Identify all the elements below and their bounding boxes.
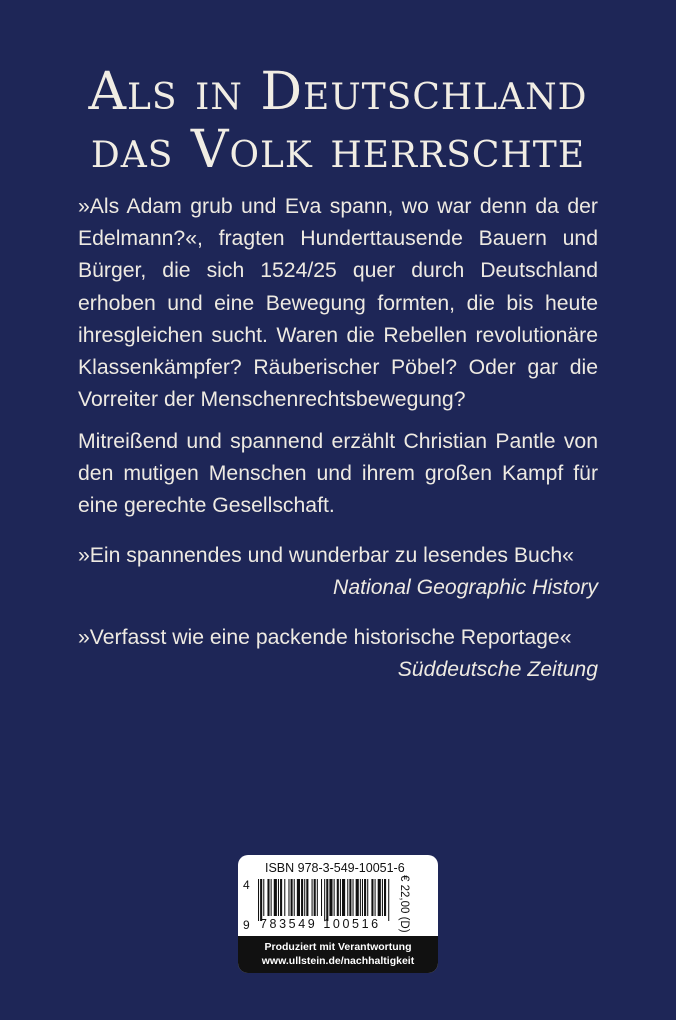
sustainability-bar [238, 936, 438, 973]
barcode-bar [334, 879, 335, 916]
barcode-bar [260, 879, 262, 921]
title-line-1: Als in Deutschland [88, 62, 588, 122]
barcode-bar [388, 879, 389, 921]
barcode-bar [297, 879, 300, 916]
barcode-bar [284, 879, 285, 916]
barcode-bar [321, 879, 322, 916]
barcode-bar [317, 879, 318, 916]
barcode-bar [278, 879, 279, 916]
review-quote-source: National Geographic History [333, 576, 598, 599]
barcode-lead-digit-bottom: 9 [243, 918, 250, 932]
barcode-bar [314, 879, 316, 916]
barcode-lead-digit-top: 4 [243, 878, 250, 892]
barcode-bar [306, 879, 308, 916]
barcode-bar [360, 879, 361, 916]
barcode-bar [301, 879, 303, 916]
barcode-bar [364, 879, 366, 916]
price-label: € 22,00 (D) [398, 875, 410, 933]
barcode-bar [375, 879, 376, 916]
barcode-bar [342, 879, 345, 916]
barcode-bar [384, 879, 386, 916]
review-quote-source: Süddeutsche Zeitung [397, 658, 598, 681]
barcode-bar [280, 879, 282, 916]
barcode-bar [367, 879, 368, 916]
barcode-bar [291, 879, 293, 916]
barcode-panel [238, 855, 438, 973]
barcode-bar [271, 879, 272, 916]
barcode-bar [304, 879, 305, 916]
barcode-bar [340, 879, 341, 916]
barcode-bar [312, 879, 313, 916]
barcode-bar [263, 879, 264, 916]
isbn-label: ISBN 978-3-549-10051-6 [265, 861, 405, 875]
sustainability-line-1: Produziert mit Verantwortung [264, 941, 412, 953]
review-quote-text: »Verfasst wie eine packende historische Reportage« [78, 626, 572, 649]
barcode-bar [329, 879, 332, 916]
barcode-bar [356, 879, 359, 916]
barcode-bar [288, 879, 289, 916]
review-quote-text: »Ein spannendes und wunderbar zu lesendes Buch« [78, 544, 574, 567]
barcode-bar [378, 879, 381, 916]
barcode-bar [326, 879, 328, 921]
sustainability-line-2: www.ullstein.de/nachhaltigkeit [261, 955, 415, 967]
barcode-bar [274, 879, 277, 916]
blurb-paragraph-1: »Als Adam grub und Eva spann, wo war denn da der Edelmann?«, fragten Hunderttausende Bauern und Bürger, die sich 1524/25 quer durch Deutschland erhoben und eine Bewegung formten, die bis heute ihresgleichen sucht. Waren die Rebellen revolutionäre Klassenkämpfer? Räuberischer Pöbel? Oder gar die Vorreiter der Menschenrechtsbewegung? [78, 195, 598, 412]
barcode-bar [347, 879, 348, 916]
barcode-bar [258, 879, 259, 921]
title-line-2: das Volk herrschte [90, 120, 586, 180]
review-quote-1 [78, 540, 598, 604]
barcode-digits: 783549 100516 [260, 917, 381, 931]
barcode-bar [349, 879, 351, 916]
barcode-bar [362, 879, 363, 916]
barcode-bar [267, 879, 269, 916]
barcode-bar [294, 879, 295, 916]
review-quote-2 [78, 622, 598, 686]
barcode-bar [324, 879, 325, 921]
barcode-bar [353, 879, 354, 916]
barcode-bar [382, 879, 383, 916]
barcode-bar [337, 879, 339, 916]
barcode-bar [371, 879, 373, 916]
blurb-paragraph-2: Mitreißend und spannend erzählt Christian Pantle von den mutigen Menschen und ihrem großen Kampf für eine gerechte Gesellschaft. [78, 430, 598, 518]
